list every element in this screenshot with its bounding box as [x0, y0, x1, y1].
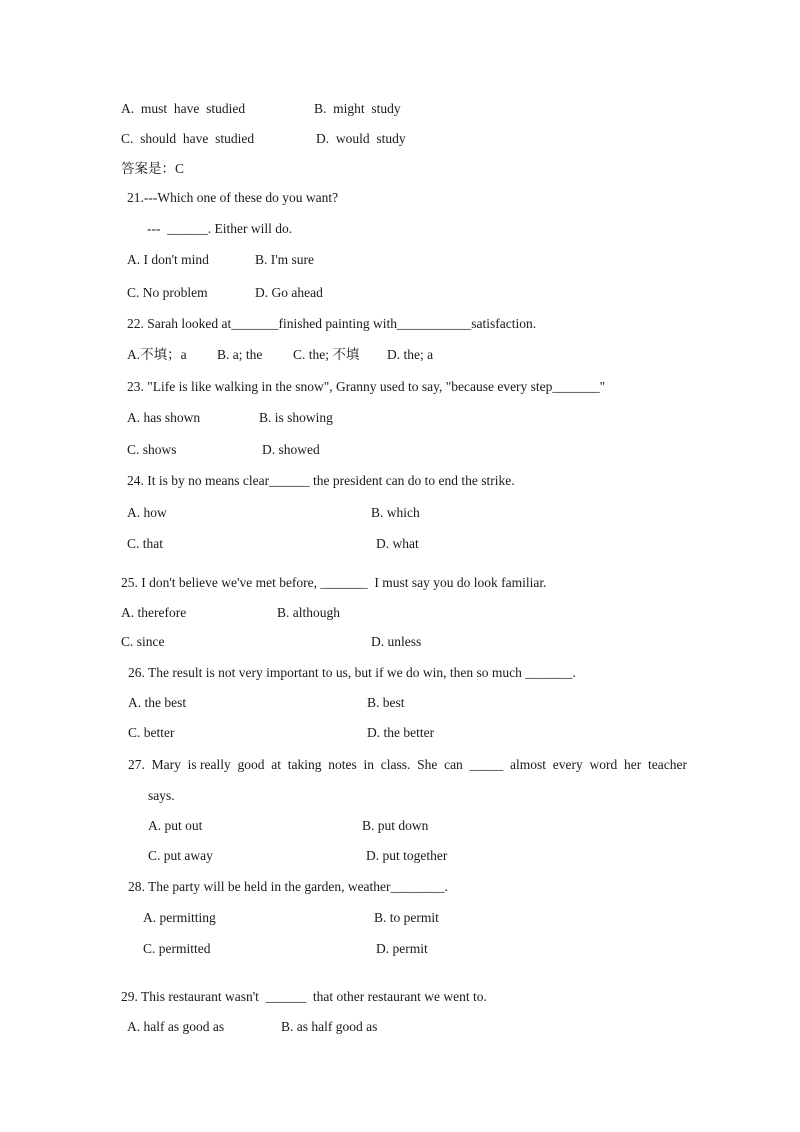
q20-option-a: A. must have studied: [121, 101, 246, 116]
q20-option-c: C. should have studied: [121, 131, 255, 146]
q28-option-c: C. permitted: [143, 941, 211, 956]
q23-option-d: D. showed: [262, 442, 320, 457]
q24-stem: 24. It is by no means clear______ the president can do to end the strike.: [127, 473, 515, 488]
q29-stem: 29. This restaurant wasn't ______ that other restaurant we went to.: [121, 989, 487, 1004]
q25-stem: 25. I don't believe we've met before, _______ I must say you do look familiar.: [121, 575, 547, 590]
q21-option-c: C. No problem: [127, 285, 208, 300]
q25-option-c: C. since: [121, 634, 165, 649]
q22-stem: 22. Sarah looked at_______finished painting with___________satisfaction.: [127, 316, 537, 331]
q23-option-c: C. shows: [127, 442, 177, 457]
q27-option-d: D. put together: [366, 848, 448, 863]
q24-option-a: A. how: [127, 505, 167, 520]
q27-option-b: B. put down: [362, 818, 429, 833]
q27-stem: 27. Mary is really good at taking notes in class. She can _____ almost every word her teacher: [128, 757, 687, 772]
q29-option-a: A. half as good as: [127, 1019, 225, 1034]
q25-option-d: D. unless: [371, 634, 422, 649]
q21-stem: 21.---Which one of these do you want?: [127, 190, 339, 205]
q20-answer: 答案是：C: [121, 161, 185, 176]
q29-option-b: B. as half good as: [281, 1019, 378, 1034]
q28-option-b: B. to permit: [374, 910, 439, 925]
q22-option-a: A.不填；a: [127, 347, 187, 362]
q27-option-a: A. put out: [148, 818, 203, 833]
q26-option-b: B. best: [367, 695, 405, 710]
q28-option-d: D. permit: [376, 941, 428, 956]
q21-option-b: B. I'm sure: [255, 252, 315, 267]
q22-option-d: D. the; a: [387, 347, 434, 362]
q26-option-d: D. the better: [367, 725, 435, 740]
q26-option-c: C. better: [128, 725, 175, 740]
q23-option-a: A. has shown: [127, 410, 201, 425]
q20-option-b: B. might study: [314, 101, 401, 116]
q24-option-b: B. which: [371, 505, 420, 520]
q25-option-b: B. although: [277, 605, 340, 620]
q23-option-b: B. is showing: [259, 410, 333, 425]
q22-option-b: B. a; the: [217, 347, 263, 362]
q21-option-a: A. I don't mind: [127, 252, 209, 267]
q20-option-d: D. would study: [316, 131, 406, 146]
q27-option-c: C. put away: [148, 848, 213, 863]
q26-option-a: A. the best: [128, 695, 187, 710]
q27-stem-cont: says.: [148, 788, 175, 803]
q25-option-a: A. therefore: [121, 605, 187, 620]
q24-option-d: D. what: [376, 536, 419, 551]
q21-option-d: D. Go ahead: [255, 285, 323, 300]
q22-option-c: C. the; 不填: [293, 347, 360, 362]
q28-stem: 28. The party will be held in the garden, weather________.: [128, 879, 448, 894]
q23-stem: 23. "Life is like walking in the snow", Granny used to say, "because every step_______": [127, 379, 606, 394]
q24-option-c: C. that: [127, 536, 163, 551]
q28-option-a: A. permitting: [143, 910, 216, 925]
q26-stem: 26. The result is not very important to us, but if we do win, then so much _______.: [128, 665, 576, 680]
q21-response: --- ______. Either will do.: [147, 221, 293, 236]
